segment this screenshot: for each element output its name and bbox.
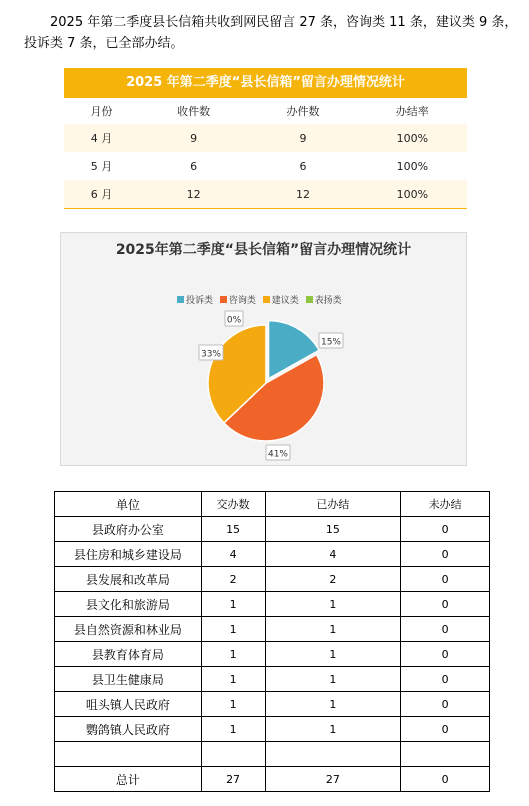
data-label-1: 41% — [267, 449, 289, 460]
table-cell: 15 — [265, 517, 401, 542]
stat-cell: 100% — [358, 180, 467, 209]
table-cell — [55, 742, 202, 767]
stat-table-title: 2025 年第二季度“县长信箱”留言办理情况统计 — [64, 68, 467, 98]
table-cell: 0 — [401, 592, 490, 617]
table-cell: 1 — [201, 692, 265, 717]
table-cell — [265, 742, 401, 767]
table-cell: 县文化和旅游局 — [55, 592, 202, 617]
monthly-stat-table — [64, 68, 467, 209]
table-cell: 未办结 — [401, 492, 490, 517]
table-cell: 县政府办公室 — [55, 517, 202, 542]
data-label-2: 33% — [200, 349, 222, 360]
table-cell: 1 — [265, 642, 401, 667]
table-cell: 0 — [401, 667, 490, 692]
table-cell: 县自然资源和林业局 — [55, 617, 202, 642]
table-cell: 鹦鸽镇人民政府 — [55, 717, 202, 742]
table-cell: 1 — [201, 642, 265, 667]
table-cell: 单位 — [55, 492, 202, 517]
stat-cell: 6 月 — [64, 180, 139, 209]
data-label-3: 0% — [226, 315, 242, 326]
unit-handling-table — [54, 491, 490, 792]
stat-cell: 4 月 — [64, 124, 139, 152]
stat-row — [64, 180, 467, 209]
chart-title-text: 2025年第二季度“县长信箱”留言办理情况统计 — [115, 242, 412, 258]
table-row — [55, 592, 490, 617]
table-cell: 1 — [265, 617, 401, 642]
legend-label-1: 咨询类 — [228, 296, 256, 306]
table-cell: 总计 — [55, 767, 202, 792]
table-cell: 2 — [265, 567, 401, 592]
stat-header-month: 月份 — [90, 105, 113, 118]
table-cell: 1 — [201, 717, 265, 742]
table-cell: 1 — [265, 692, 401, 717]
table-cell: 0 — [401, 692, 490, 717]
intro-paragraph: 2025 年第二季度县长信箱共收到网民留言 27 条，咨询类 11 条，建议类 9 条，投诉类 7 条，已全部办结。 — [24, 15, 518, 51]
table-cell: 县发展和改革局 — [55, 567, 202, 592]
table-row — [55, 742, 490, 767]
stat-cell: 100% — [358, 124, 467, 152]
stat-header-handled: 办件数 — [286, 105, 320, 118]
table-cell: 1 — [201, 592, 265, 617]
table-total-row — [55, 767, 490, 792]
table-cell: 0 — [401, 517, 490, 542]
table-cell: 1 — [265, 667, 401, 692]
table-cell: 0 — [401, 767, 490, 792]
table-cell: 1 — [201, 667, 265, 692]
pie-chart — [61, 233, 466, 465]
data-label-0: 15% — [320, 337, 342, 348]
table-row — [55, 692, 490, 717]
table-cell: 2 — [201, 567, 265, 592]
table-row — [55, 642, 490, 667]
stat-header-row — [64, 98, 467, 124]
legend-label-2: 建议类 — [271, 296, 299, 306]
table-header-row — [55, 492, 490, 517]
stat-row — [64, 152, 467, 180]
table-cell — [401, 742, 490, 767]
stat-cell: 12 — [139, 180, 248, 209]
table-cell: 1 — [265, 717, 401, 742]
stat-header-received: 收件数 — [177, 105, 211, 118]
table-row — [55, 617, 490, 642]
table-cell: 县住房和城乡建设局 — [55, 542, 202, 567]
table-row — [55, 542, 490, 567]
table-cell: 27 — [265, 767, 401, 792]
stat-cell: 9 — [248, 124, 357, 152]
table-cell: 1 — [265, 592, 401, 617]
table-cell: 1 — [201, 617, 265, 642]
stat-cell: 12 — [248, 180, 357, 209]
table-cell: 0 — [401, 567, 490, 592]
table-row — [55, 567, 490, 592]
table-cell: 已办结 — [265, 492, 401, 517]
stat-cell: 6 — [299, 159, 307, 173]
stat-row — [64, 124, 467, 152]
table-row — [55, 667, 490, 692]
table-cell — [201, 742, 265, 767]
table-cell: 0 — [401, 617, 490, 642]
table-cell: 0 — [401, 542, 490, 567]
table-cell: 县教育体育局 — [55, 642, 202, 667]
stat-cell: 5 月 — [90, 160, 113, 173]
table-cell: 交办数 — [201, 492, 265, 517]
legend-label-3: 表扬类 — [314, 296, 342, 306]
stat-cell: 9 — [139, 124, 248, 152]
legend-label-0: 投诉类 — [186, 296, 214, 306]
pie-chart-panel — [60, 232, 467, 466]
table-cell: 4 — [201, 542, 265, 567]
table-cell: 咀头镇人民政府 — [55, 692, 202, 717]
stat-cell: 6 — [190, 159, 198, 173]
stat-header-rate: 办结率 — [395, 105, 429, 118]
table-cell: 15 — [201, 517, 265, 542]
table-row — [55, 517, 490, 542]
table-cell: 县卫生健康局 — [55, 667, 202, 692]
table-cell: 0 — [401, 717, 490, 742]
table-row — [55, 717, 490, 742]
table-cell: 0 — [401, 642, 490, 667]
table-cell: 27 — [201, 767, 265, 792]
table-cell: 4 — [265, 542, 401, 567]
stat-cell: 100% — [396, 159, 429, 173]
